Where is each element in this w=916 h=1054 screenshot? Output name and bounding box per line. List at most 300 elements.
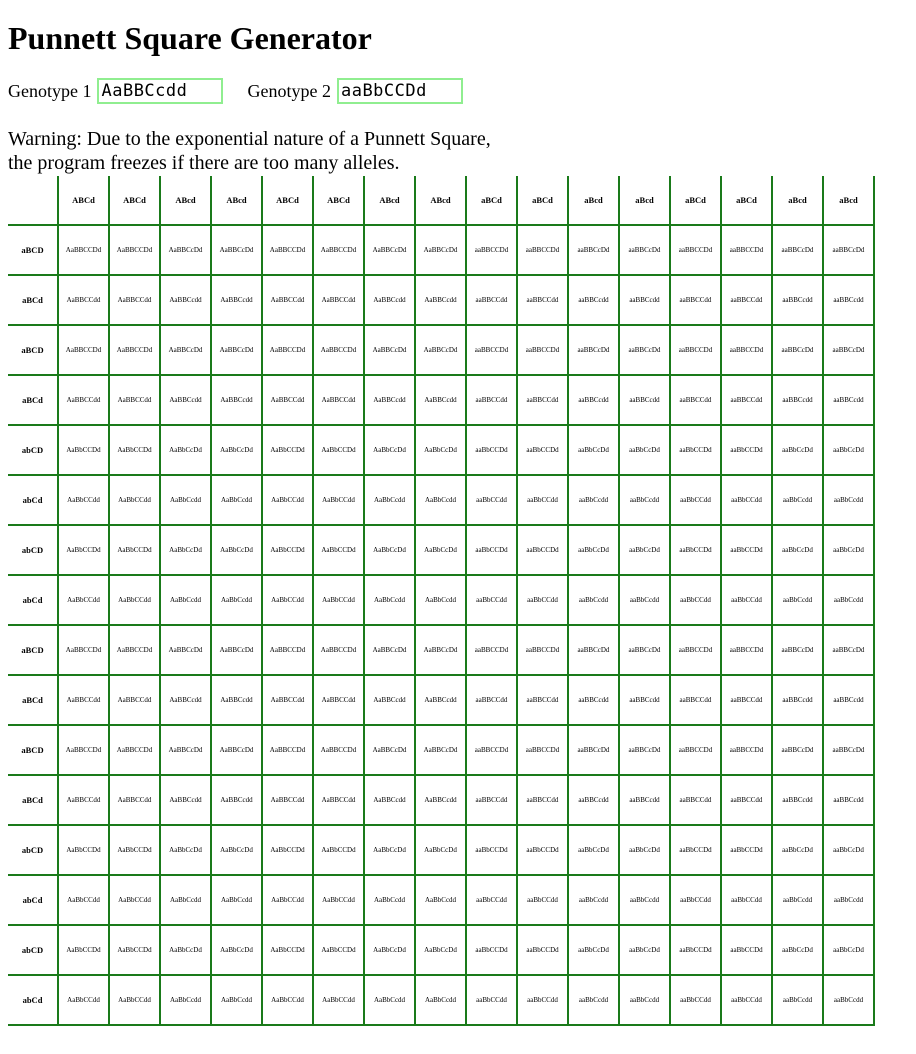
offspring-genotype-cell: AaBBCCDd	[109, 225, 160, 275]
offspring-genotype-cell: aaBbCcDd	[568, 525, 619, 575]
offspring-genotype-cell: aaBbCCdd	[517, 875, 568, 925]
offspring-genotype-cell: AaBBCCdd	[109, 775, 160, 825]
offspring-genotype-cell: AaBbCcdd	[211, 975, 262, 1025]
offspring-genotype-cell: AaBbCCDd	[262, 425, 313, 475]
offspring-genotype-cell: AaBBCCDd	[109, 725, 160, 775]
offspring-genotype-cell: aaBbCcDd	[823, 925, 874, 975]
offspring-genotype-cell: aaBbCCdd	[466, 575, 517, 625]
offspring-genotype-cell: aaBbCCDd	[721, 425, 772, 475]
offspring-genotype-cell: aaBBCCdd	[670, 275, 721, 325]
offspring-genotype-cell: AaBbCCDd	[313, 525, 364, 575]
offspring-genotype-cell: AaBbCcdd	[160, 875, 211, 925]
genotype2-input[interactable]	[337, 78, 463, 104]
offspring-genotype-cell: AaBBCcDd	[415, 325, 466, 375]
warning-text: Warning: Due to the exponential nature of a Punnett Square, the program freezes if there are too many alleles.	[8, 128, 491, 174]
offspring-genotype-cell: AaBbCCDd	[313, 825, 364, 875]
offspring-genotype-cell: aaBBCCdd	[517, 375, 568, 425]
offspring-genotype-cell: aaBbCCDd	[670, 525, 721, 575]
punnett-body	[8, 225, 874, 1025]
offspring-genotype-cell: aaBBCCdd	[721, 375, 772, 425]
offspring-genotype-cell: aaBBCcDd	[568, 625, 619, 675]
offspring-genotype-cell: AaBbCCDd	[313, 925, 364, 975]
offspring-genotype-cell: aaBbCcDd	[823, 525, 874, 575]
offspring-genotype-cell: AaBBCcdd	[160, 275, 211, 325]
column-gamete-header: ABCd	[109, 176, 160, 225]
offspring-genotype-cell: AaBbCcdd	[160, 575, 211, 625]
offspring-genotype-cell: AaBBCcDd	[211, 725, 262, 775]
offspring-genotype-cell: AaBbCcDd	[415, 425, 466, 475]
offspring-genotype-cell: AaBBCCDd	[313, 625, 364, 675]
offspring-genotype-cell: AaBbCCdd	[313, 475, 364, 525]
offspring-genotype-cell: aaBBCcDd	[772, 725, 823, 775]
offspring-genotype-cell: AaBBCcDd	[211, 325, 262, 375]
genotype-inputs-row	[8, 78, 463, 104]
offspring-genotype-cell: aaBBCcdd	[772, 375, 823, 425]
offspring-genotype-cell: aaBBCCDd	[670, 325, 721, 375]
column-gamete-header: ABcd	[211, 176, 262, 225]
offspring-genotype-cell: AaBbCcDd	[364, 525, 415, 575]
offspring-genotype-cell: AaBbCcdd	[211, 475, 262, 525]
offspring-genotype-cell: aaBbCcdd	[619, 475, 670, 525]
offspring-genotype-cell: aaBbCcDd	[772, 525, 823, 575]
offspring-genotype-cell: AaBBCcdd	[364, 775, 415, 825]
offspring-genotype-cell: AaBBCCDd	[58, 725, 109, 775]
offspring-genotype-cell: AaBbCCDd	[109, 425, 160, 475]
row-gamete-header: aBCd	[8, 775, 58, 825]
offspring-genotype-cell: AaBbCcDd	[364, 825, 415, 875]
offspring-genotype-cell: AaBBCcdd	[211, 275, 262, 325]
offspring-genotype-cell: AaBBCCDd	[313, 325, 364, 375]
offspring-genotype-cell: aaBbCCdd	[466, 875, 517, 925]
offspring-genotype-cell: AaBbCCdd	[109, 975, 160, 1025]
offspring-genotype-cell: aaBBCcdd	[619, 675, 670, 725]
row-gamete-header: abCD	[8, 425, 58, 475]
column-gamete-header: ABCd	[313, 176, 364, 225]
offspring-genotype-cell: aaBbCcDd	[772, 925, 823, 975]
offspring-genotype-cell: AaBbCcdd	[160, 475, 211, 525]
offspring-genotype-cell: AaBbCCdd	[58, 575, 109, 625]
offspring-genotype-cell: aaBbCCDd	[721, 525, 772, 575]
offspring-genotype-cell: AaBbCcdd	[211, 875, 262, 925]
offspring-genotype-cell: AaBbCcdd	[160, 975, 211, 1025]
offspring-genotype-cell: AaBBCcdd	[364, 275, 415, 325]
offspring-genotype-cell: AaBbCcdd	[364, 875, 415, 925]
offspring-genotype-cell: AaBbCcDd	[415, 525, 466, 575]
offspring-genotype-cell: aaBBCcdd	[568, 675, 619, 725]
offspring-genotype-cell: aaBBCCDd	[670, 625, 721, 675]
row-gamete-header: aBCD	[8, 625, 58, 675]
offspring-genotype-cell: AaBbCcDd	[211, 925, 262, 975]
offspring-genotype-cell: AaBbCCdd	[109, 575, 160, 625]
offspring-genotype-cell: aaBBCcdd	[568, 275, 619, 325]
column-gamete-header: aBCd	[517, 176, 568, 225]
offspring-genotype-cell: aaBBCCdd	[517, 675, 568, 725]
table-row	[8, 275, 874, 325]
offspring-genotype-cell: AaBbCCdd	[313, 975, 364, 1025]
offspring-genotype-cell: AaBbCcdd	[364, 475, 415, 525]
offspring-genotype-cell: AaBbCCdd	[262, 975, 313, 1025]
offspring-genotype-cell: aaBbCCdd	[517, 575, 568, 625]
offspring-genotype-cell: aaBBCCdd	[466, 375, 517, 425]
offspring-genotype-cell: aaBBCCDd	[466, 225, 517, 275]
offspring-genotype-cell: AaBBCcdd	[415, 775, 466, 825]
offspring-genotype-cell: AaBbCcdd	[415, 975, 466, 1025]
offspring-genotype-cell: AaBbCCdd	[58, 875, 109, 925]
offspring-genotype-cell: aaBBCcdd	[568, 775, 619, 825]
table-row	[8, 825, 874, 875]
offspring-genotype-cell: aaBbCCdd	[721, 875, 772, 925]
table-row	[8, 425, 874, 475]
offspring-genotype-cell: aaBbCcdd	[823, 575, 874, 625]
column-gamete-header: aBCd	[721, 176, 772, 225]
offspring-genotype-cell: AaBBCcDd	[415, 725, 466, 775]
offspring-genotype-cell: AaBbCCDd	[262, 925, 313, 975]
offspring-genotype-cell: aaBbCcdd	[619, 875, 670, 925]
offspring-genotype-cell: aaBBCCDd	[721, 725, 772, 775]
offspring-genotype-cell: AaBbCCDd	[109, 825, 160, 875]
offspring-genotype-cell: AaBBCCdd	[58, 375, 109, 425]
offspring-genotype-cell: AaBBCcDd	[364, 225, 415, 275]
table-row	[8, 925, 874, 975]
offspring-genotype-cell: aaBBCCDd	[466, 625, 517, 675]
row-gamete-header: aBCD	[8, 325, 58, 375]
offspring-genotype-cell: aaBBCcDd	[823, 225, 874, 275]
offspring-genotype-cell: AaBBCCDd	[262, 225, 313, 275]
column-gamete-header: aBcd	[772, 176, 823, 225]
offspring-genotype-cell: aaBbCCdd	[721, 475, 772, 525]
offspring-genotype-cell: aaBBCCdd	[466, 275, 517, 325]
offspring-genotype-cell: aaBBCcDd	[568, 325, 619, 375]
offspring-genotype-cell: AaBBCCDd	[58, 325, 109, 375]
offspring-genotype-cell: aaBbCcdd	[772, 975, 823, 1025]
offspring-genotype-cell: aaBbCCdd	[466, 975, 517, 1025]
offspring-genotype-cell: aaBbCCDd	[517, 925, 568, 975]
offspring-genotype-cell: AaBbCCDd	[313, 425, 364, 475]
table-row	[8, 575, 874, 625]
table-row	[8, 525, 874, 575]
genotype1-input[interactable]	[97, 78, 223, 104]
offspring-genotype-cell: AaBbCcdd	[415, 575, 466, 625]
table-row	[8, 875, 874, 925]
offspring-genotype-cell: aaBbCCdd	[517, 475, 568, 525]
offspring-genotype-cell: AaBBCCDd	[58, 225, 109, 275]
offspring-genotype-cell: aaBbCCDd	[466, 425, 517, 475]
offspring-genotype-cell: aaBbCCDd	[466, 525, 517, 575]
offspring-genotype-cell: AaBbCcDd	[160, 525, 211, 575]
offspring-genotype-cell: aaBBCcdd	[772, 675, 823, 725]
offspring-genotype-cell: aaBBCCDd	[466, 725, 517, 775]
offspring-genotype-cell: aaBbCcDd	[619, 525, 670, 575]
offspring-genotype-cell: AaBBCCDd	[313, 725, 364, 775]
offspring-genotype-cell: AaBBCcDd	[160, 625, 211, 675]
offspring-genotype-cell: AaBbCcDd	[415, 825, 466, 875]
offspring-genotype-cell: AaBbCCDd	[109, 925, 160, 975]
table-row	[8, 375, 874, 425]
offspring-genotype-cell: AaBbCcdd	[415, 475, 466, 525]
offspring-genotype-cell: aaBbCcdd	[568, 975, 619, 1025]
offspring-genotype-cell: AaBbCCDd	[58, 425, 109, 475]
offspring-genotype-cell: aaBBCCdd	[670, 775, 721, 825]
offspring-genotype-cell: AaBBCcdd	[364, 375, 415, 425]
column-gamete-header: aBcd	[568, 176, 619, 225]
table-row	[8, 475, 874, 525]
column-gamete-header: ABcd	[415, 176, 466, 225]
offspring-genotype-cell: AaBBCCDd	[262, 725, 313, 775]
offspring-genotype-cell: aaBbCcdd	[823, 875, 874, 925]
column-gamete-header: ABcd	[160, 176, 211, 225]
offspring-genotype-cell: AaBBCCdd	[313, 375, 364, 425]
offspring-genotype-cell: AaBbCCDd	[58, 825, 109, 875]
offspring-genotype-cell: AaBBCCdd	[58, 775, 109, 825]
offspring-genotype-cell: aaBbCcDd	[823, 425, 874, 475]
offspring-genotype-cell: aaBBCcDd	[823, 325, 874, 375]
offspring-genotype-cell: AaBbCcDd	[211, 825, 262, 875]
offspring-genotype-cell: aaBBCCDd	[721, 225, 772, 275]
row-gamete-header: abCD	[8, 525, 58, 575]
column-gamete-header: aBCd	[670, 176, 721, 225]
row-gamete-header: aBCD	[8, 225, 58, 275]
offspring-genotype-cell: aaBbCcDd	[619, 925, 670, 975]
genotype2-label: Genotype 2	[247, 80, 331, 101]
offspring-genotype-cell: aaBBCcDd	[772, 625, 823, 675]
offspring-genotype-cell: aaBbCcDd	[568, 925, 619, 975]
offspring-genotype-cell: AaBbCCDd	[58, 925, 109, 975]
offspring-genotype-cell: AaBBCcdd	[160, 675, 211, 725]
offspring-genotype-cell: AaBBCcDd	[160, 225, 211, 275]
offspring-genotype-cell: aaBBCCdd	[670, 375, 721, 425]
offspring-genotype-cell: AaBbCCdd	[109, 475, 160, 525]
row-gamete-header: aBCd	[8, 675, 58, 725]
row-gamete-header: abCD	[8, 925, 58, 975]
column-gamete-header: aBcd	[619, 176, 670, 225]
offspring-genotype-cell: aaBbCCdd	[721, 575, 772, 625]
offspring-genotype-cell: aaBbCcDd	[772, 825, 823, 875]
offspring-genotype-cell: aaBBCcdd	[823, 275, 874, 325]
offspring-genotype-cell: aaBbCCDd	[670, 925, 721, 975]
column-gamete-header: ABCd	[58, 176, 109, 225]
offspring-genotype-cell: AaBBCCdd	[109, 375, 160, 425]
offspring-genotype-cell: aaBbCCDd	[517, 425, 568, 475]
offspring-genotype-cell: AaBBCcDd	[415, 625, 466, 675]
offspring-genotype-cell: AaBBCcdd	[364, 675, 415, 725]
offspring-genotype-cell: AaBbCCdd	[58, 975, 109, 1025]
offspring-genotype-cell: aaBbCcdd	[568, 875, 619, 925]
offspring-genotype-cell: aaBBCcdd	[568, 375, 619, 425]
offspring-genotype-cell: aaBbCcdd	[772, 875, 823, 925]
offspring-genotype-cell: AaBbCCdd	[109, 875, 160, 925]
offspring-genotype-cell: AaBBCCDd	[262, 325, 313, 375]
offspring-genotype-cell: AaBbCcDd	[211, 425, 262, 475]
offspring-genotype-cell: aaBBCCdd	[670, 675, 721, 725]
offspring-genotype-cell: aaBBCCDd	[670, 725, 721, 775]
offspring-genotype-cell: AaBBCCdd	[313, 675, 364, 725]
offspring-genotype-cell: AaBbCCdd	[313, 575, 364, 625]
offspring-genotype-cell: aaBBCCDd	[466, 325, 517, 375]
offspring-genotype-cell: AaBBCCdd	[313, 275, 364, 325]
offspring-genotype-cell: aaBBCCDd	[670, 225, 721, 275]
offspring-genotype-cell: aaBBCcdd	[823, 675, 874, 725]
offspring-genotype-cell: AaBBCcDd	[160, 725, 211, 775]
row-gamete-header: abCd	[8, 975, 58, 1025]
offspring-genotype-cell: aaBBCcdd	[772, 775, 823, 825]
offspring-genotype-cell: aaBBCCdd	[721, 775, 772, 825]
offspring-genotype-cell: aaBbCcDd	[568, 425, 619, 475]
offspring-genotype-cell: aaBbCCDd	[670, 825, 721, 875]
row-gamete-header: abCd	[8, 875, 58, 925]
offspring-genotype-cell: aaBBCcDd	[823, 725, 874, 775]
offspring-genotype-cell: aaBBCcDd	[568, 225, 619, 275]
offspring-genotype-cell: AaBBCCdd	[109, 675, 160, 725]
offspring-genotype-cell: aaBbCCDd	[517, 525, 568, 575]
offspring-genotype-cell: aaBbCCDd	[466, 825, 517, 875]
offspring-genotype-cell: AaBBCCdd	[109, 275, 160, 325]
table-row	[8, 225, 874, 275]
offspring-genotype-cell: AaBBCcDd	[364, 325, 415, 375]
offspring-genotype-cell: aaBBCcdd	[772, 275, 823, 325]
offspring-genotype-cell: aaBbCcdd	[619, 975, 670, 1025]
offspring-genotype-cell: aaBbCCdd	[670, 875, 721, 925]
genotype1-label: Genotype 1	[8, 80, 92, 101]
offspring-genotype-cell: AaBBCcdd	[415, 275, 466, 325]
offspring-genotype-cell: aaBBCCDd	[517, 625, 568, 675]
offspring-genotype-cell: aaBBCcDd	[772, 225, 823, 275]
table-row	[8, 675, 874, 725]
offspring-genotype-cell: aaBbCcdd	[568, 475, 619, 525]
offspring-genotype-cell: aaBBCcDd	[619, 625, 670, 675]
offspring-genotype-cell: AaBbCCDd	[262, 525, 313, 575]
offspring-genotype-cell: AaBBCCdd	[58, 675, 109, 725]
row-gamete-header: aBCd	[8, 375, 58, 425]
column-gamete-header: aBcd	[823, 176, 874, 225]
offspring-genotype-cell: AaBbCCdd	[313, 875, 364, 925]
offspring-genotype-cell: aaBbCcDd	[823, 825, 874, 875]
offspring-genotype-cell: aaBbCCDd	[721, 825, 772, 875]
offspring-genotype-cell: aaBbCCDd	[517, 825, 568, 875]
offspring-genotype-cell: AaBBCCDd	[109, 625, 160, 675]
offspring-genotype-cell: AaBBCcDd	[211, 225, 262, 275]
offspring-genotype-cell: AaBBCCdd	[313, 775, 364, 825]
offspring-genotype-cell: AaBBCcdd	[415, 375, 466, 425]
offspring-genotype-cell: AaBbCcDd	[160, 425, 211, 475]
offspring-genotype-cell: AaBbCCdd	[262, 575, 313, 625]
offspring-genotype-cell: AaBbCcDd	[364, 925, 415, 975]
offspring-genotype-cell: AaBbCCdd	[58, 475, 109, 525]
offspring-genotype-cell: AaBBCCDd	[109, 325, 160, 375]
offspring-genotype-cell: aaBBCCdd	[517, 275, 568, 325]
table-row	[8, 775, 874, 825]
corner-cell	[8, 176, 58, 225]
offspring-genotype-cell: AaBBCCDd	[313, 225, 364, 275]
offspring-genotype-cell: AaBbCcdd	[364, 975, 415, 1025]
offspring-genotype-cell: aaBbCCdd	[670, 975, 721, 1025]
offspring-genotype-cell: aaBbCCDd	[670, 425, 721, 475]
offspring-genotype-cell: aaBBCcdd	[823, 775, 874, 825]
offspring-genotype-cell: aaBbCcDd	[619, 425, 670, 475]
offspring-genotype-cell: AaBbCcdd	[364, 575, 415, 625]
offspring-genotype-cell: AaBBCCdd	[262, 675, 313, 725]
offspring-genotype-cell: AaBBCcDd	[415, 225, 466, 275]
offspring-genotype-cell: aaBbCCdd	[517, 975, 568, 1025]
row-gamete-header: aBCd	[8, 275, 58, 325]
offspring-genotype-cell: AaBBCcdd	[211, 775, 262, 825]
offspring-genotype-cell: AaBbCCdd	[262, 475, 313, 525]
offspring-genotype-cell: aaBbCcdd	[772, 575, 823, 625]
offspring-genotype-cell: aaBbCCdd	[670, 575, 721, 625]
offspring-genotype-cell: aaBBCCDd	[517, 725, 568, 775]
offspring-genotype-cell: AaBBCcDd	[211, 625, 262, 675]
offspring-genotype-cell: aaBBCCdd	[517, 775, 568, 825]
offspring-genotype-cell: AaBbCCdd	[262, 875, 313, 925]
offspring-genotype-cell: AaBBCcdd	[160, 775, 211, 825]
offspring-genotype-cell: aaBBCcdd	[619, 375, 670, 425]
offspring-genotype-cell: AaBBCCdd	[262, 275, 313, 325]
offspring-genotype-cell: aaBbCcdd	[772, 475, 823, 525]
offspring-genotype-cell: AaBBCcDd	[364, 725, 415, 775]
offspring-genotype-cell: AaBBCCdd	[58, 275, 109, 325]
offspring-genotype-cell: AaBbCcDd	[160, 925, 211, 975]
table-row	[8, 325, 874, 375]
offspring-genotype-cell: aaBbCCDd	[466, 925, 517, 975]
offspring-genotype-cell: AaBBCcdd	[160, 375, 211, 425]
row-gamete-header: aBCD	[8, 725, 58, 775]
offspring-genotype-cell: aaBBCcDd	[619, 325, 670, 375]
offspring-genotype-cell: AaBBCcdd	[415, 675, 466, 725]
offspring-genotype-cell: aaBBCcDd	[823, 625, 874, 675]
offspring-genotype-cell: aaBbCcdd	[823, 475, 874, 525]
offspring-genotype-cell: AaBBCCdd	[262, 775, 313, 825]
punnett-square-table	[8, 176, 875, 1026]
offspring-genotype-cell: AaBbCcdd	[211, 575, 262, 625]
offspring-genotype-cell: aaBBCcdd	[619, 775, 670, 825]
offspring-genotype-cell: aaBBCcdd	[619, 275, 670, 325]
offspring-genotype-cell: aaBbCCdd	[721, 975, 772, 1025]
offspring-genotype-cell: aaBBCCdd	[466, 675, 517, 725]
offspring-genotype-cell: aaBBCcDd	[619, 225, 670, 275]
offspring-genotype-cell: aaBBCcDd	[619, 725, 670, 775]
offspring-genotype-cell: AaBbCcdd	[415, 875, 466, 925]
row-gamete-header: abCd	[8, 575, 58, 625]
offspring-genotype-cell: aaBbCCdd	[670, 475, 721, 525]
offspring-genotype-cell: aaBBCCdd	[466, 775, 517, 825]
offspring-genotype-cell: aaBBCcDd	[568, 725, 619, 775]
offspring-genotype-cell: AaBbCCDd	[58, 525, 109, 575]
header-row	[8, 176, 874, 225]
column-gamete-header: ABcd	[364, 176, 415, 225]
table-row	[8, 975, 874, 1025]
offspring-genotype-cell: aaBbCcdd	[568, 575, 619, 625]
offspring-genotype-cell: aaBbCcDd	[619, 825, 670, 875]
offspring-genotype-cell: AaBBCcDd	[160, 325, 211, 375]
offspring-genotype-cell: AaBBCcdd	[211, 375, 262, 425]
page-title: Punnett Square Generator	[8, 20, 372, 56]
row-gamete-header: abCd	[8, 475, 58, 525]
offspring-genotype-cell: aaBBCCDd	[721, 625, 772, 675]
table-row	[8, 725, 874, 775]
offspring-genotype-cell: AaBbCcDd	[211, 525, 262, 575]
offspring-genotype-cell: aaBBCCdd	[721, 275, 772, 325]
offspring-genotype-cell: aaBBCCDd	[517, 325, 568, 375]
offspring-genotype-cell: aaBBCCDd	[721, 325, 772, 375]
offspring-genotype-cell: AaBbCcDd	[160, 825, 211, 875]
offspring-genotype-cell: AaBbCCDd	[262, 825, 313, 875]
offspring-genotype-cell: aaBBCCdd	[721, 675, 772, 725]
offspring-genotype-cell: AaBBCCDd	[58, 625, 109, 675]
offspring-genotype-cell: AaBbCcDd	[415, 925, 466, 975]
offspring-genotype-cell: aaBBCCDd	[517, 225, 568, 275]
offspring-genotype-cell: aaBbCcdd	[619, 575, 670, 625]
table-row	[8, 625, 874, 675]
offspring-genotype-cell: AaBbCcDd	[364, 425, 415, 475]
